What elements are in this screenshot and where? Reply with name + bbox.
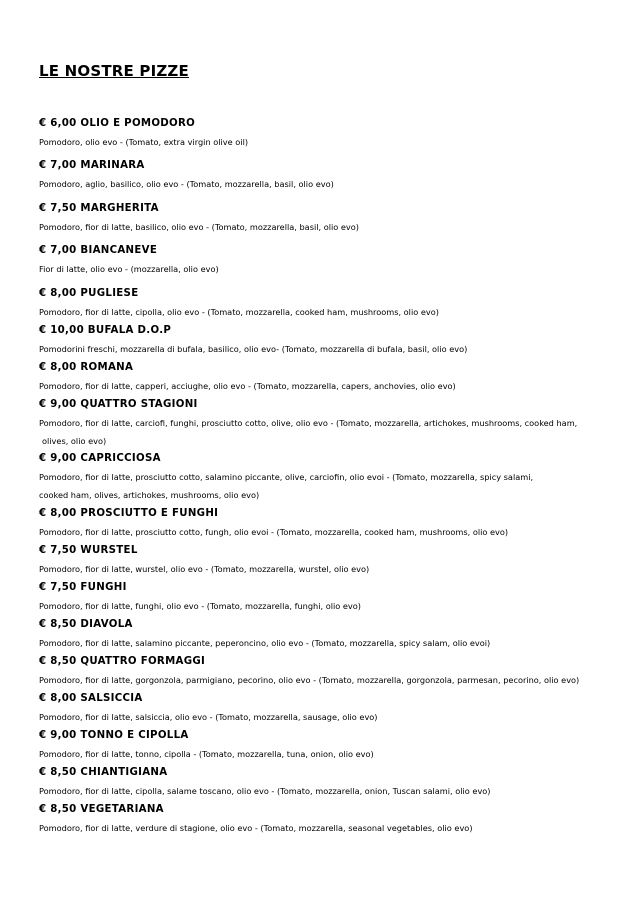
item-name: € 7,00 MARINARA <box>39 160 145 171</box>
menu-item <box>39 729 635 764</box>
menu-item <box>39 655 635 690</box>
item-name: € 7,50 WURSTEL <box>39 545 138 556</box>
menu-item <box>39 544 635 579</box>
item-name: € 8,00 SALSICCIA <box>39 693 143 704</box>
item-description: Pomodoro, fior di latte, prosciutto cotto, fungh, olio evoi - (Tomato, mozzarella, cooked ham, mushrooms, olio evo) <box>39 527 509 537</box>
item-description: Pomodoro, aglio, basilico, olio evo - (Tomato, mozzarella, basil, olio evo) <box>39 179 334 189</box>
menu-item <box>39 766 635 801</box>
item-name: € 7,50 MARGHERITA <box>39 203 159 214</box>
item-description: Pomodoro, fior di latte, capperi, acciughe, olio evo - (Tomato, mozzarella, capers, anchovies, olio evo) <box>39 381 456 391</box>
item-description: Pomodorini freschi, mozzarella di bufala, basilico, olio evo- (Tomato, mozzarella di bufala, basil, olio evo) <box>39 344 468 354</box>
item-name: € 9,00 QUATTRO STAGIONI <box>39 399 198 410</box>
menu-item <box>39 581 635 616</box>
item-description: Pomodoro, fior di latte, basilico, olio evo - (Tomato, mozzarella, basil, olio evo) <box>39 222 359 232</box>
item-name: € 8,00 PUGLIESE <box>39 288 139 299</box>
menu-item <box>39 803 635 838</box>
item-name: € 9,00 TONNO E CIPOLLA <box>39 730 189 741</box>
item-description: Pomodoro, fior di latte, salsiccia, olio evo - (Tomato, mozzarella, sausage, olio evo) <box>39 712 378 722</box>
menu-item <box>39 692 635 727</box>
menu-item <box>39 361 635 396</box>
item-name: € 8,00 PROSCIUTTO E FUNGHI <box>39 508 219 519</box>
item-name: € 7,50 FUNGHI <box>39 582 127 593</box>
menu-item <box>39 244 635 279</box>
item-description-continued: olives, olio evo) <box>42 435 107 446</box>
menu-item <box>39 618 635 653</box>
item-description: Fior di latte, olio evo - (mozzarella, olio evo) <box>39 264 219 274</box>
item-description: Pomodoro, fior di latte, funghi, olio evo - (Tomato, mozzarella, funghi, olio evo) <box>39 601 361 611</box>
menu-item <box>39 117 635 152</box>
item-name: € 7,00 BIANCANEVE <box>39 245 158 256</box>
menu-item <box>39 159 635 194</box>
menu-item <box>39 202 635 237</box>
item-name: € 8,50 DIAVOLA <box>39 619 133 630</box>
item-name: € 9,00 CAPRICCIOSA <box>39 453 161 464</box>
item-description: Pomodoro, fior di latte, gorgonzola, parmigiano, pecorino, olio evo - (Tomato, mozzarella, gorgonzola, parmesan, pecorino, olio evo) <box>39 675 580 685</box>
menu-item <box>39 452 635 504</box>
page-title: LE NOSTRE PIZZE <box>39 62 189 80</box>
item-description: Pomodoro, fior di latte, tonno, cipolla - (Tomato, mozzarella, tuna, onion, olio evo) <box>39 749 374 759</box>
item-name: € 8,50 CHIANTIGIANA <box>39 767 168 778</box>
item-name: € 10,00 BUFALA D.O.P <box>39 325 172 336</box>
menu-item <box>39 507 635 542</box>
item-name: € 8,50 VEGETARIANA <box>39 804 164 815</box>
item-description: Pomodoro, fior di latte, verdure di stagione, olio evo - (Tomato, mozzarella, seasonal vegetables, olio evo) <box>39 823 473 833</box>
item-description: Pomodoro, fior di latte, prosciutto cotto, salamino piccante, olive, carciofin, olio evoi - (Tomato, mozzarella, spicy salami, <box>39 472 534 482</box>
item-description: Pomodoro, fior di latte, wurstel, olio evo - (Tomato, mozzarella, wurstel, olio evo) <box>39 564 370 574</box>
menu-item <box>39 398 635 450</box>
item-name: € 8,50 QUATTRO FORMAGGI <box>39 656 206 667</box>
item-description: Pomodoro, fior di latte, cipolla, salame toscano, olio evo - (Tomato, mozzarella, onion, Tuscan salami, olio evo) <box>39 786 491 796</box>
menu-item <box>39 287 635 322</box>
item-description: Pomodoro, fior di latte, cipolla, olio evo - (Tomato, mozzarella, cooked ham, mushrooms, olio evo) <box>39 307 439 317</box>
item-name: € 6,00 OLIO E POMODORO <box>39 118 196 129</box>
item-description: Pomodoro, fior di latte, salamino piccante, peperoncino, olio evo - (Tomato, mozzarella, spicy salam, olio evoi) <box>39 638 491 648</box>
item-description: Pomodoro, olio evo - (Tomato, extra virgin olive oil) <box>39 137 249 147</box>
menu-item <box>39 324 635 359</box>
item-description-continued: cooked ham, olives, artichokes, mushrooms, olio evo) <box>39 489 260 500</box>
item-description: Pomodoro, fior di latte, carciofi, funghi, prosciutto cotto, olive, olio evo - (Tomato, mozzarella, artichokes, mushrooms, cooked ham, <box>39 418 578 428</box>
item-name: € 8,00 ROMANA <box>39 362 134 373</box>
